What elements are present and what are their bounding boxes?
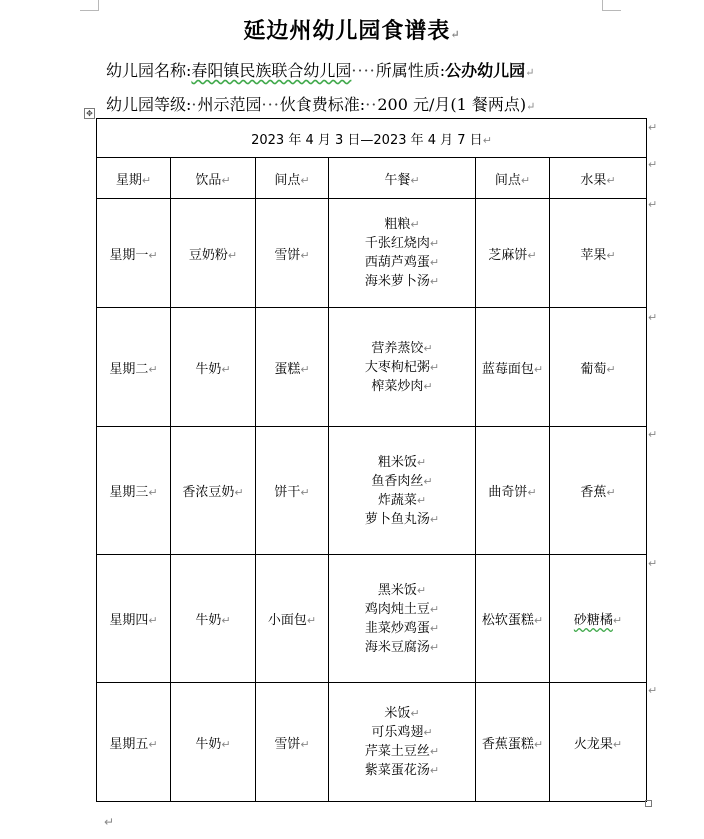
weekday-cell: 星期五↵	[97, 683, 171, 802]
meal-fee-label: 伙食费标准:	[279, 95, 366, 114]
weekly-menu-table	[96, 118, 647, 802]
page-corner-mark-right	[602, 0, 621, 11]
table-row	[97, 683, 647, 802]
table-row	[97, 427, 647, 555]
header-fruit: 水果↵	[550, 158, 647, 199]
drink-cell: 牛奶↵	[171, 555, 256, 683]
lunch-item: 大枣枸杞粥	[364, 359, 430, 375]
header-lunch: 午餐↵	[329, 158, 476, 199]
paragraph-mark: ↵	[104, 815, 115, 829]
meal-fee-value: 200 元/月(1 餐两点)	[377, 95, 527, 114]
fruit-cell: 葡萄↵	[550, 308, 647, 427]
drink-cell: 牛奶↵	[171, 683, 256, 802]
lunch-item: 韭菜炒鸡蛋	[364, 620, 430, 636]
snack-afternoon-cell: 曲奇饼↵	[476, 427, 550, 555]
page-corner-mark-left	[80, 0, 99, 11]
header-snack-afternoon: 间点↵	[476, 158, 550, 199]
lunch-item: 萝卜鱼丸汤	[364, 511, 430, 527]
fruit-cell: 砂糖橘↵	[550, 555, 647, 683]
drink-cell: 香浓豆奶↵	[171, 427, 256, 555]
info-line-grade-fee: 幼儿园等级:·州示范园···伙食费标准:··200 元/月(1 餐两点)↵	[106, 95, 536, 114]
date-range-row	[97, 119, 647, 158]
snack-afternoon-cell: 香蕉蛋糕↵	[476, 683, 550, 802]
end-of-row-mark: ↵	[648, 198, 658, 211]
end-of-row-mark: ↵	[648, 311, 658, 324]
lunch-item: 米饭	[384, 706, 411, 721]
lunch-cell: 黑米饭↵ 鸡肉炖土豆↵ 韭菜炒鸡蛋↵ 海米豆腐汤↵	[329, 555, 476, 683]
header-row	[97, 158, 647, 199]
lunch-cell: 米饭↵ 可乐鸡翅↵ 芹菜土豆丝↵ 紫菜蛋花汤↵	[329, 683, 476, 802]
lunch-item: 海米萝卜汤	[364, 274, 430, 289]
snack-morning-cell: 小面包↵	[256, 555, 329, 683]
lunch-item: 海米豆腐汤	[364, 639, 430, 655]
info-line-name-type: 幼儿园名称:春阳镇民族联合幼儿园····所属性质:公办幼儿园↵	[106, 61, 535, 80]
fruit-cell: 香蕉↵	[550, 427, 647, 555]
end-of-row-mark: ↵	[648, 684, 658, 697]
lunch-item: 紫菜蛋花汤	[364, 763, 430, 778]
snack-afternoon-cell: 蓝莓面包↵	[476, 308, 550, 427]
lunch-item: 鱼香肉丝	[371, 473, 424, 489]
lunch-item: 黑米饭	[377, 582, 417, 598]
snack-morning-cell: 蛋糕↵	[256, 308, 329, 427]
table-resize-handle-icon[interactable]	[645, 800, 652, 807]
lunch-cell: 粗粮↵ 千张红烧肉↵ 西葫芦鸡蛋↵ 海米萝卜汤↵	[329, 199, 476, 308]
lunch-item: 营养蒸饺	[371, 340, 424, 356]
ownership-type-label: 所属性质:	[375, 61, 446, 80]
lunch-item: 西葫芦鸡蛋	[364, 255, 430, 270]
lunch-cell: 营养蒸饺↵ 大枣枸杞粥↵ 榨菜炒肉↵	[329, 308, 476, 427]
table-row	[97, 555, 647, 683]
table-move-handle-icon[interactable]: ✥	[84, 108, 95, 119]
table-row	[97, 308, 647, 427]
lunch-item: 粗粮	[384, 217, 411, 232]
date-range-cell: 2023 年 4 月 3 日—2023 年 4 月 7 日↵	[97, 119, 647, 158]
end-of-row-mark: ↵	[648, 428, 658, 441]
kindergarten-grade-label: 幼儿园等级:	[106, 95, 192, 114]
snack-morning-cell: 雪饼↵	[256, 199, 329, 308]
snack-morning-cell: 雪饼↵	[256, 683, 329, 802]
header-snack-morning: 间点↵	[256, 158, 329, 199]
snack-afternoon-cell: 芝麻饼↵	[476, 199, 550, 308]
lunch-cell: 粗米饭↵ 鱼香肉丝↵ 炸蔬菜↵ 萝卜鱼丸汤↵	[329, 427, 476, 555]
lunch-item: 可乐鸡翅	[371, 725, 424, 740]
lunch-item: 粗米饭	[377, 454, 417, 470]
kindergarten-grade-value: 州示范园	[197, 95, 262, 114]
lunch-item: 千张红烧肉	[364, 236, 430, 251]
table-row	[97, 199, 647, 308]
end-of-row-mark: ↵	[648, 121, 658, 134]
document-title: 延边州幼儿园食谱表↵	[243, 18, 461, 44]
drink-cell: 豆奶粉↵	[171, 199, 256, 308]
drink-cell: 牛奶↵	[171, 308, 256, 427]
end-of-row-mark: ↵	[648, 557, 658, 570]
header-weekday: 星期↵	[97, 158, 171, 199]
lunch-item: 榨菜炒肉	[371, 378, 424, 394]
weekday-cell: 星期四↵	[97, 555, 171, 683]
header-drink: 饮品↵	[171, 158, 256, 199]
snack-morning-cell: 饼干↵	[256, 427, 329, 555]
weekday-cell: 星期二↵	[97, 308, 171, 427]
ownership-type-value: 公办幼儿园	[445, 61, 526, 80]
snack-afternoon-cell: 松软蛋糕↵	[476, 555, 550, 683]
fruit-cell: 火龙果↵	[550, 683, 647, 802]
weekday-cell: 星期三↵	[97, 427, 171, 555]
fruit-cell: 苹果↵	[550, 199, 647, 308]
lunch-item: 鸡肉炖土豆	[364, 601, 430, 617]
kindergarten-name-value: 春阳镇民族联合幼儿园	[191, 61, 352, 80]
lunch-item: 炸蔬菜	[377, 492, 417, 508]
end-of-row-mark: ↵	[648, 158, 658, 171]
weekday-cell: 星期一↵	[97, 199, 171, 308]
lunch-item: 芹菜土豆丝	[364, 744, 430, 759]
kindergarten-name-label: 幼儿园名称:	[106, 61, 192, 80]
